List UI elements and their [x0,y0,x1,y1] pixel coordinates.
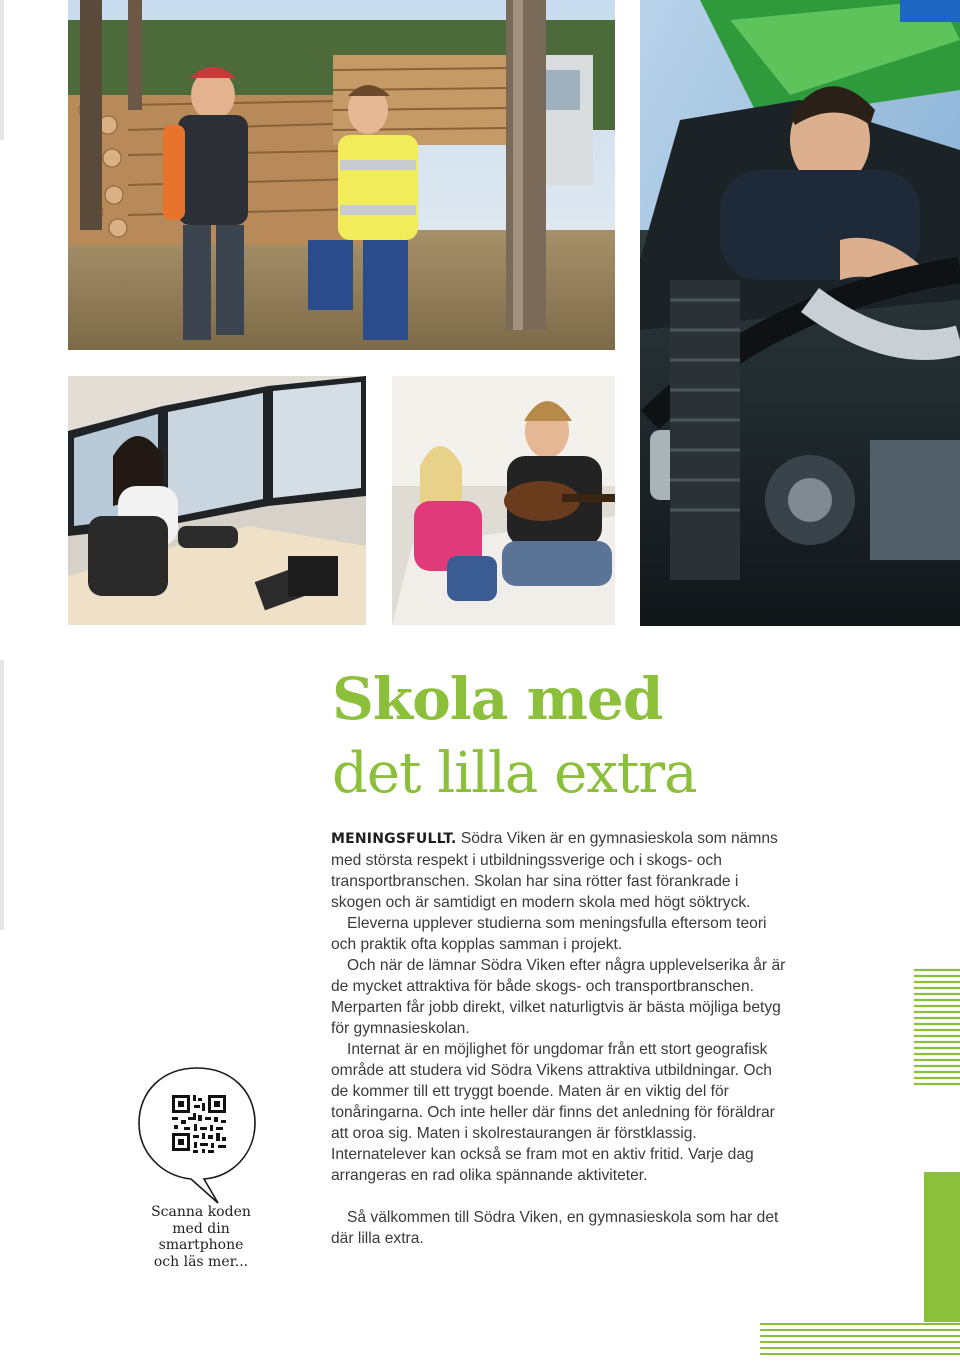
bottom-stripe-decoration [760,1322,960,1358]
article-body [331,828,791,1249]
qr-caption [130,1204,272,1270]
paragraph-3: Och när de lämnar Södra Viken efter några upplevelserika år är de mycket attraktiva för både skogs- och transportbranschen. Merparten får jobb direkt, vilket naturligtvis är bästa möjliga betyg för gymnasieskolan. [331,957,786,1037]
title-line-1: Skola med [332,665,663,733]
paragraph-1-text: Södra Viken är en gymnasieskola som nämns med största respekt i utbildningssverige och i skogs- och transportbranschen. Skolan har sina rötter fast förankrade i skogen och är samtidigt en modern skola med högt söktryck. [331,830,778,911]
page-edge-mark [0,660,4,930]
qr-caption-line-4: och läs mer... [153,1253,249,1270]
photo-engine-student [640,0,960,626]
qr-caption-line-3: smartphone [158,1237,244,1253]
page-edge-mark [0,0,4,140]
green-band-decoration [924,1172,960,1322]
qr-caption-line-2: med din [172,1220,230,1237]
photo-simulator-student [68,376,366,625]
title-line-2: det lilla extra [332,741,697,806]
closing-paragraph: Så välkommen till Södra Viken, en gymnasieskola som har det där lilla extra. [331,1209,779,1247]
qr-code[interactable] [136,1065,258,1205]
page-title [332,665,697,806]
photo-forest-students [68,0,615,350]
qr-caption-line-1: Scanna koden [151,1204,251,1220]
stripe-decoration [914,968,960,1088]
photo-guitar-students [392,376,615,625]
paragraph-2: Eleverna upplever studierna som meningsfulla eftersom teori och praktik ofta kopplas samman i projekt. [331,915,767,953]
paragraph-4: Internat är en möjlighet för ungdomar från ett stort geografisk område att studera vid Södra Vikens attraktiva utbildningar. Och de kommer till ett tryggt boende. Maten är en viktig del för tonåringarna. Och inte heller där finns det anledning för föräldrar att oroa sig. Maten i skolrestaurangen är förstklassig. Internatelever kan också se fram mot en aktiv fritid. Varje dag arrangeras en rad olika spännande aktiviteter. [331,1041,775,1184]
lead-word: MENINGSFULLT. [331,831,457,847]
paragraph-1 [331,828,791,913]
